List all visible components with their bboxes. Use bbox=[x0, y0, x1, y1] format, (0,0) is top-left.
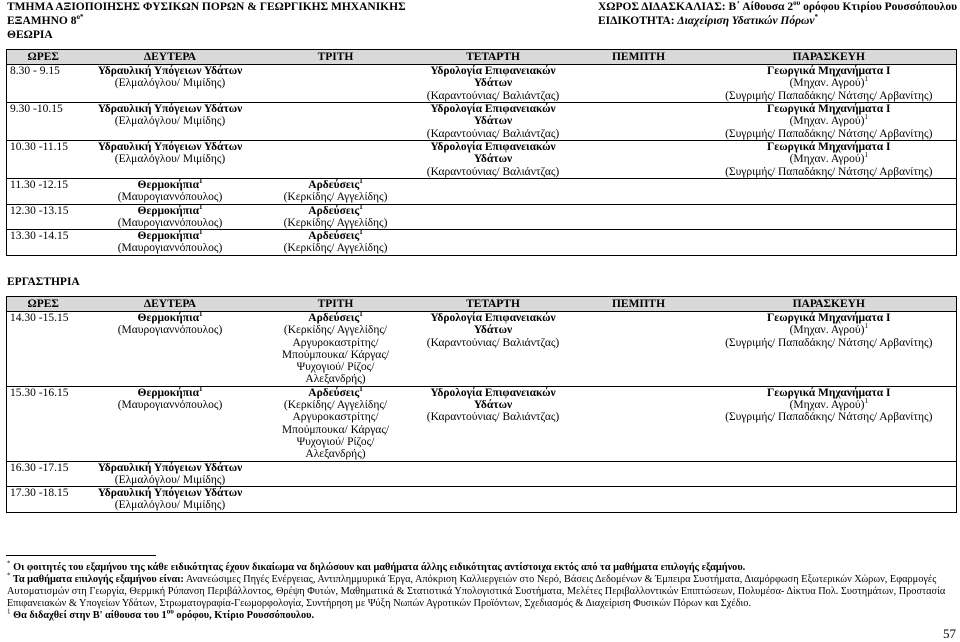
cell-thursday bbox=[576, 141, 702, 179]
col-friday: ΠΑΡΑΣΚΕΥΗ bbox=[702, 50, 957, 65]
cell-time bbox=[7, 230, 80, 256]
cell-friday bbox=[702, 141, 957, 179]
specialty-label: ΕΙΔΙΚΟΤΗΤΑ: Διαχείριση Υδατικών Πόρων* bbox=[598, 13, 818, 27]
course-title: Υδραυλική Υπόγειων Υδάτων bbox=[97, 65, 243, 77]
cell-tuesday bbox=[261, 65, 411, 103]
cell-friday bbox=[702, 461, 957, 487]
cell-thursday bbox=[576, 487, 702, 513]
header-right bbox=[598, 0, 957, 28]
footnote-marker: 1 bbox=[864, 322, 868, 331]
footnote-1: * Οι φοιτητές του εξαμήνου της κάθε ειδικότητας έχουν δικαίωμα να δηλώσουν και μαθήματα άλλης ειδικότητας αντίστοιχα εκτός από τα μαθήματα επιλογής εξαμήνου. bbox=[7, 559, 746, 573]
cell-tuesday bbox=[261, 312, 411, 387]
theory-header-row bbox=[7, 50, 957, 65]
cell-tuesday bbox=[261, 204, 411, 230]
cell-wednesday bbox=[411, 386, 576, 461]
course-instructors: (Μηχαν. Αγρού)$^1$ bbox=[789, 113, 868, 128]
course-instructors: (Καραντούνιας/ Βαλιάντζας) bbox=[426, 165, 560, 178]
lab-header-row bbox=[7, 297, 957, 312]
cell-friday bbox=[702, 386, 957, 461]
course-title: Υδρολογία Επιφανειακών Υδάτων bbox=[430, 386, 556, 412]
cell-wednesday bbox=[411, 312, 576, 387]
course-title: Υδρολογία Επιφανειακών Υδάτων bbox=[430, 103, 556, 128]
cell-monday bbox=[80, 179, 261, 205]
course-title: Υδρολογία Επιφανειακών Υδάτων bbox=[430, 141, 556, 166]
footnotes bbox=[7, 559, 957, 622]
cell-friday bbox=[702, 204, 957, 230]
cell-time bbox=[7, 141, 80, 179]
section-lab-label: ΕΡΓΑΣΤΗΡΙΑ bbox=[7, 276, 80, 288]
cell-time bbox=[7, 65, 80, 103]
course-instructors: (Συγριμής/ Παπαδάκης/ Νάτσης/ Αρβανίτης) bbox=[725, 89, 933, 102]
time-slot: 17.30 -18.15 bbox=[10, 487, 69, 500]
course-title: Γεωργικά Μηχανήματα Ι bbox=[766, 103, 891, 115]
course-title: Υδραυλική Υπόγειων Υδάτων bbox=[97, 141, 243, 153]
time-slot: 8.30 - 9.15 bbox=[10, 65, 60, 77]
table-row bbox=[7, 386, 957, 461]
footnote-marker: 1 bbox=[359, 310, 363, 319]
course-instructors: Μπούμπουκα/ Κάργας/ Ψυχογιού/ Ρίζος/ bbox=[281, 348, 390, 374]
footnote-marker: 1 bbox=[864, 75, 868, 84]
course-title: Γεωργικά Μηχανήματα Ι bbox=[766, 312, 891, 324]
footnote-marker: 1 bbox=[864, 151, 868, 160]
course-title: Αρδεύσεις$^1$ bbox=[308, 202, 363, 217]
table-row bbox=[7, 141, 957, 179]
cell-time bbox=[7, 103, 80, 141]
course-instructors: (Κερκίδης/ Αγγελίδης/ Αργυροκαστρίτης/ bbox=[283, 324, 388, 349]
footnote-marker: 1 bbox=[198, 202, 203, 211]
cell-thursday bbox=[576, 386, 702, 461]
cell-tuesday bbox=[261, 487, 411, 513]
course-title: Αρδεύσεις$^1$ bbox=[308, 384, 363, 399]
col-wednesday: ΤΕΤΑΡΤΗ bbox=[411, 50, 576, 65]
course-instructors: (Ελμαλόγλου/ Μιμίδης) bbox=[114, 499, 226, 512]
course-title: Θερμοκήπια$^1$ bbox=[137, 202, 203, 217]
course-instructors: (Ελμαλόγλου/ Μιμίδης) bbox=[114, 473, 226, 486]
col-wednesday: ΤΕΤΑΡΤΗ bbox=[411, 297, 576, 312]
course-instructors: (Συγριμής/ Παπαδάκης/ Νάτσης/ Αρβανίτης) bbox=[725, 165, 933, 178]
table-row bbox=[7, 230, 957, 256]
cell-monday bbox=[80, 312, 261, 387]
course-instructors: (Ελμαλόγλου/ Μιμίδης) bbox=[114, 153, 226, 166]
cell-monday bbox=[80, 103, 261, 141]
table-row bbox=[7, 461, 957, 487]
cell-friday bbox=[702, 103, 957, 141]
course-instructors: (Καραντούνιας/ Βαλιάντζας) bbox=[426, 89, 560, 102]
course-instructors: (Κερκίδης/ Αγγελίδης/ Αργυροκαστρίτης/ bbox=[283, 399, 388, 424]
footnote-marker: 1 bbox=[198, 228, 203, 237]
time-slot: 14.30 -15.15 bbox=[10, 312, 69, 324]
course-instructors: (Κερκίδης/ Αγγελίδης) bbox=[283, 191, 388, 204]
course-title: Αρδεύσεις$^1$ bbox=[308, 177, 363, 191]
footnote-marker: 1 bbox=[198, 310, 203, 319]
cell-thursday bbox=[576, 461, 702, 487]
cell-thursday bbox=[576, 204, 702, 230]
course-title: Θερμοκήπια$^1$ bbox=[137, 384, 203, 399]
semester-label: ΕΞΑΜΗΝΟ $8^{o*}$ bbox=[7, 13, 84, 27]
section-theory-label: ΘΕΩΡΙΑ bbox=[7, 29, 53, 41]
time-slot: 12.30 -13.15 bbox=[10, 204, 69, 217]
course-instructors: (Μαυρογιαννόπουλος) bbox=[117, 242, 223, 255]
course-title: Αρδεύσεις$^1$ bbox=[308, 310, 363, 324]
theory-schedule-table bbox=[6, 49, 957, 256]
col-monday: ΔΕΥΤΕΡΑ bbox=[80, 297, 261, 312]
cell-wednesday bbox=[411, 461, 576, 487]
col-hours: ΩΡΕΣ bbox=[7, 297, 80, 312]
time-slot: 16.30 -17.15 bbox=[10, 461, 69, 474]
footnote-marker: 1 bbox=[864, 113, 868, 122]
time-slot: 10.30 -11.15 bbox=[10, 141, 69, 153]
table-row bbox=[7, 179, 957, 205]
cell-monday bbox=[80, 204, 261, 230]
course-title: Υδρολογία Επιφανειακών Υδάτων bbox=[430, 65, 556, 90]
course-instructors: (Μαυρογιαννόπουλος) bbox=[117, 399, 223, 412]
cell-tuesday bbox=[261, 179, 411, 205]
course-instructors: (Κερκίδης/ Αγγελίδης) bbox=[283, 242, 388, 255]
course-instructors: Αλεξανδρής) bbox=[305, 373, 366, 386]
course-instructors: (Μαυρογιαννόπουλος) bbox=[117, 191, 223, 204]
course-instructors: (Συγριμής/ Παπαδάκης/ Νάτσης/ Αρβανίτης) bbox=[725, 411, 933, 424]
table-row bbox=[7, 103, 957, 141]
course-instructors: (Καραντούνιας/ Βαλιάντζας) bbox=[426, 127, 560, 140]
course-title: Υδραυλική Υπόγειων Υδάτων bbox=[97, 461, 243, 474]
cell-time bbox=[7, 461, 80, 487]
course-instructors: Αλεξανδρής) bbox=[305, 448, 366, 461]
footnote-marker: 1 bbox=[359, 177, 363, 186]
cell-monday bbox=[80, 65, 261, 103]
course-instructors: Μπούμπουκα/ Κάργας/ Ψυχογιού/ Ρίζος/ bbox=[281, 423, 390, 448]
cell-time bbox=[7, 179, 80, 205]
page-number: 57 bbox=[943, 626, 956, 641]
course-instructors: (Κερκίδης/ Αγγελίδης) bbox=[283, 216, 388, 229]
cell-friday bbox=[702, 65, 957, 103]
cell-tuesday bbox=[261, 461, 411, 487]
department-title: ΤΜΗΜΑ ΑΞΙΟΠΟΙΗΣΗΣ ΦΥΣΙΚΩΝ ΠΟΡΩΝ & ΓΕΩΡΓΙΚΗΣ ΜΗΧΑΝΙΚΗΣ bbox=[7, 1, 406, 13]
time-slot: 15.30 -16.15 bbox=[10, 386, 69, 399]
cell-wednesday bbox=[411, 65, 576, 103]
course-instructors: (Μηχαν. Αγρού)$^1$ bbox=[789, 151, 868, 166]
cell-wednesday bbox=[411, 204, 576, 230]
course-instructors: (Μηχαν. Αγρού)$^1$ bbox=[789, 397, 868, 412]
cell-monday bbox=[80, 487, 261, 513]
course-instructors: (Ελμαλόγλου/ Μιμίδης) bbox=[114, 115, 226, 128]
cell-monday bbox=[80, 461, 261, 487]
course-title: Υδραυλική Υπόγειων Υδάτων bbox=[97, 487, 243, 500]
cell-friday bbox=[702, 179, 957, 205]
lab-schedule-table bbox=[6, 296, 957, 513]
course-title: Αρδεύσεις$^1$ bbox=[308, 228, 363, 243]
cell-friday bbox=[702, 312, 957, 387]
course-instructors: (Μηχαν. Αγρού)$^1$ bbox=[789, 322, 868, 337]
table-row bbox=[7, 487, 957, 513]
cell-monday bbox=[80, 141, 261, 179]
course-instructors: (Μαυρογιαννόπουλος) bbox=[117, 324, 223, 337]
course-title: Γεωργικά Μηχανήματα Ι bbox=[766, 65, 891, 77]
table-row bbox=[7, 65, 957, 103]
col-tuesday: ΤΡΙΤΗ bbox=[261, 50, 411, 65]
cell-wednesday bbox=[411, 230, 576, 256]
time-slot: 13.30 -14.15 bbox=[10, 230, 69, 243]
course-instructors: (Μηχαν. Αγρού)$^1$ bbox=[789, 75, 868, 90]
cell-thursday bbox=[576, 65, 702, 103]
classroom-label: ΧΩΡΟΣ ΔΙΔΑΣΚΑΛΙΑΣ: Β΄ Αίθουσα $2^{o\upsilon}$ ορόφου Κτιρίου Ρουσσόπουλου bbox=[598, 0, 958, 13]
footnote-marker: 1 bbox=[198, 177, 203, 186]
course-title: Υδρολογία Επιφανειακών Υδάτων bbox=[430, 312, 556, 337]
cell-monday bbox=[80, 386, 261, 461]
cell-wednesday bbox=[411, 103, 576, 141]
course-title: Θερμοκήπια$^1$ bbox=[137, 177, 203, 191]
course-instructors: (Ελμαλόγλου/ Μιμίδης) bbox=[114, 77, 226, 90]
time-slot: 11.30 -12.15 bbox=[10, 179, 69, 191]
cell-tuesday bbox=[261, 386, 411, 461]
header-left bbox=[7, 0, 406, 42]
col-tuesday: ΤΡΙΤΗ bbox=[261, 297, 411, 312]
footnote-marker: 1 bbox=[359, 384, 363, 393]
cell-thursday bbox=[576, 312, 702, 387]
footnote-marker: 1 bbox=[359, 202, 363, 211]
cell-thursday bbox=[576, 103, 702, 141]
cell-friday bbox=[702, 487, 957, 513]
cell-time bbox=[7, 386, 80, 461]
footnote-2: * Τα μαθήματα επιλογής εξαμήνου είναι: Ανανεώσιμες Πηγές Ενέργειας, Αντιπλημμυρικά Έργα, Απόκριση Καλλιεργειών στο Νερό, Βάσεις Δεδομένων & Έμπειρα Συστήματα, Διαμόρφωση Εξωτερικών Χώρων, Εφαρμογές Αυτοματισμών στη Γεωργία, Θερμική Ρύπανση Περιβάλλοντος, Θρέψη Φυτών, Μαθηματικά & Στατιστικά Υπολογιστικά Συστήματα, Μελέτες Περιβαλλοντικών Επιπτώσεων, Πολυμέσα- Δίκτυα Πολ. Συστημάτων, Προστασία Επιφανειακών & Υπογείων Υδάτων, Στρωματογραφία-Γεωμορφολογία, Συντήρηση με Ψύξη Νωπών Αγροτικών Προϊόντων, Σχεδιασμός & Διαχείριση Φυσικών Πόρων και Σχέδιο. bbox=[7, 571, 946, 609]
cell-time bbox=[7, 487, 80, 513]
cell-tuesday bbox=[261, 103, 411, 141]
cell-tuesday bbox=[261, 141, 411, 179]
col-friday: ΠΑΡΑΣΚΕΥΗ bbox=[702, 297, 957, 312]
col-monday: ΔΕΥΤΕΡΑ bbox=[80, 50, 261, 65]
col-thursday: ΠΕΜΠΤΗ bbox=[576, 50, 702, 65]
footnote-marker: 1 bbox=[198, 384, 203, 393]
cell-wednesday bbox=[411, 141, 576, 179]
time-slot: 9.30 -10.15 bbox=[10, 103, 63, 115]
cell-monday bbox=[80, 230, 261, 256]
footnote-3: $^1$ Θα διδαχθεί στην Β' αίθουσα του $1^{o\upsilon}$ ορόφου, Κτίριο Ρουσσόπουλου. bbox=[7, 607, 315, 621]
course-instructors: (Μαυρογιαννόπουλος) bbox=[117, 216, 223, 229]
cell-tuesday bbox=[261, 230, 411, 256]
col-hours: ΩΡΕΣ bbox=[7, 50, 80, 65]
cell-wednesday bbox=[411, 487, 576, 513]
course-title: Υδραυλική Υπόγειων Υδάτων bbox=[97, 103, 243, 115]
course-title: Θερμοκήπια$^1$ bbox=[137, 228, 203, 243]
col-thursday: ΠΕΜΠΤΗ bbox=[576, 297, 702, 312]
footnote-marker: 1 bbox=[359, 228, 363, 237]
cell-friday bbox=[702, 230, 957, 256]
footnote-divider bbox=[6, 555, 156, 556]
course-instructors: (Καραντούνιας/ Βαλιάντζας) bbox=[426, 411, 560, 424]
cell-thursday bbox=[576, 230, 702, 256]
course-title: Θερμοκήπια$^1$ bbox=[137, 310, 203, 324]
course-instructors: (Συγριμής/ Παπαδάκης/ Νάτσης/ Αρβανίτης) bbox=[725, 127, 933, 140]
table-row bbox=[7, 204, 957, 230]
course-title: Γεωργικά Μηχανήματα Ι bbox=[766, 141, 891, 153]
cell-thursday bbox=[576, 179, 702, 205]
course-title: Γεωργικά Μηχανήματα Ι bbox=[766, 386, 891, 399]
cell-time bbox=[7, 312, 80, 387]
course-instructors: (Συγριμής/ Παπαδάκης/ Νάτσης/ Αρβανίτης) bbox=[725, 336, 933, 349]
footnote-marker: 1 bbox=[864, 397, 868, 406]
cell-time bbox=[7, 204, 80, 230]
cell-wednesday bbox=[411, 179, 576, 205]
table-row bbox=[7, 312, 957, 387]
course-instructors: (Καραντούνιας/ Βαλιάντζας) bbox=[426, 336, 560, 349]
